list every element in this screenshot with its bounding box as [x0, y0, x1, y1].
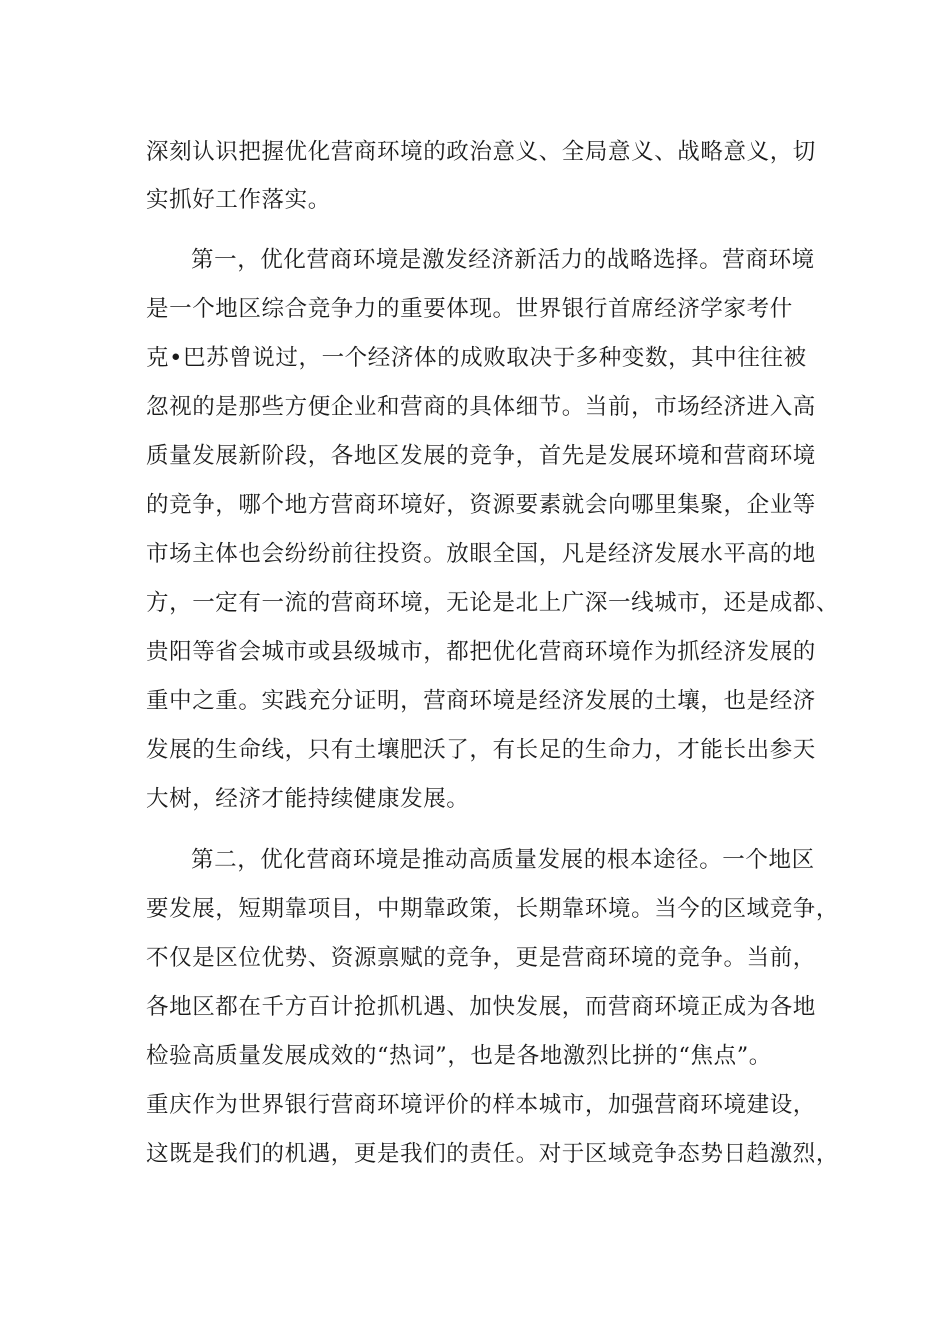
text-line: 是一个地区综合竞争力的重要体现。世界银行首席经济学家考什: [146, 296, 793, 322]
text-line: 不仅是区位优势、资源禀赋的竞争，更是营商环境的竞争。当前，: [146, 945, 816, 971]
text-line: 要发展，短期靠项目，中期靠政策，长期靠环境。当今的区域竞争，: [146, 896, 840, 922]
text-line: 克•巴苏曾说过，一个经济体的成败取决于多种变数，其中往往被: [146, 345, 807, 371]
text-line: 的竞争，哪个地方营商环境好，资源要素就会向哪里集聚，企业等: [146, 492, 816, 518]
text-line: 重庆作为世界银行营商环境评价的样本城市，加强营商环境建设，: [146, 1092, 816, 1118]
paragraph-first-line: 第二，优化营商环境是推动高质量发展的根本途径。一个地区: [191, 847, 815, 873]
paragraph-first-line: 第一，优化营商环境是激发经济新活力的战略选择。营商环境: [191, 247, 815, 273]
text-line: 方，一定有一流的营商环境，无论是北上广深一线城市，还是成都、: [146, 590, 840, 616]
text-line: 检验高质量发展成效的“热词”，也是各地激烈比拼的“焦点”。: [146, 1043, 772, 1069]
text-line: 发展的生命线，只有土壤肥沃了，有长足的生命力，才能长出参天: [146, 737, 816, 763]
text-line: 质量发展新阶段，各地区发展的竞争，首先是发展环境和营商环境: [146, 443, 816, 469]
text-line: 各地区都在千方百计抢抓机遇、加快发展，而营商环境正成为各地: [146, 994, 816, 1020]
text-line: 忽视的是那些方便企业和营商的具体细节。当前，市场经济进入高: [146, 394, 816, 420]
text-line: 贵阳等省会城市或县级城市，都把优化营商环境作为抓经济发展的: [146, 639, 816, 665]
text-line: 深刻认识把握优化营商环境的政治意义、全局意义、战略意义，切: [146, 139, 816, 165]
text-line: 市场主体也会纷纷前往投资。放眼全国，凡是经济发展水平高的地: [146, 541, 816, 567]
text-line: 实抓好工作落实。: [146, 187, 331, 213]
text-line: 这既是我们的机遇，更是我们的责任。对于区域竞争态势日趋激烈，: [146, 1141, 840, 1167]
text-line: 大树，经济才能持续健康发展。: [146, 786, 470, 812]
text-line: 重中之重。实践充分证明，营商环境是经济发展的土壤，也是经济: [146, 688, 816, 714]
